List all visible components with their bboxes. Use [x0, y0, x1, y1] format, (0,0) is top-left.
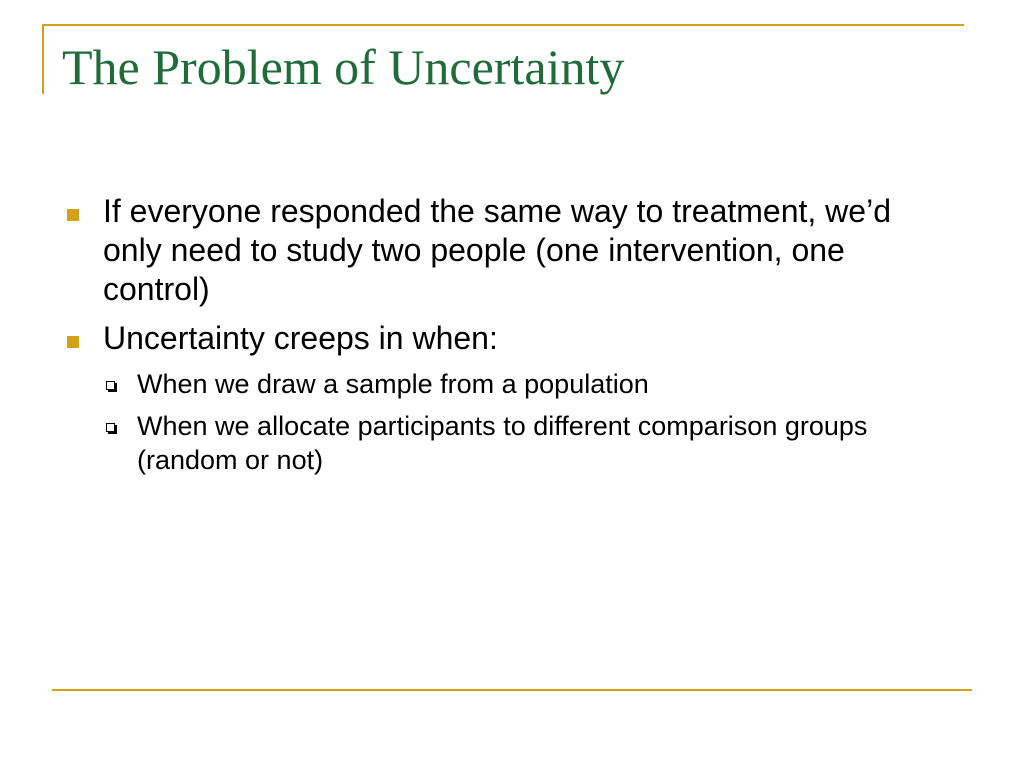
bottom-rule: [52, 689, 972, 691]
left-rule: [42, 24, 44, 94]
top-rule: [42, 24, 964, 26]
slide-body: [62, 192, 942, 486]
bullet-item: [62, 319, 942, 358]
bullet-item: [62, 192, 942, 309]
sub-bullet-item: [62, 410, 942, 476]
sub-bullet-text: When we allocate participants to different comparison groups (random or not): [137, 411, 868, 475]
square-bullet-icon: [67, 336, 79, 348]
sub-bullet-text: When we draw a sample from a population: [137, 369, 649, 400]
hollow-square-bullet-icon: [106, 423, 115, 432]
square-bullet-icon: [67, 209, 79, 221]
sub-bullet-item: [62, 368, 942, 401]
bullet-text: Uncertainty creeps in when:: [103, 320, 498, 357]
slide-title: The Problem of Uncertainty: [62, 39, 625, 95]
bullet-text: If everyone responded the same way to treatment, we’d only need to study two people (one intervention, one control): [103, 193, 891, 308]
hollow-square-bullet-icon: [106, 381, 115, 390]
